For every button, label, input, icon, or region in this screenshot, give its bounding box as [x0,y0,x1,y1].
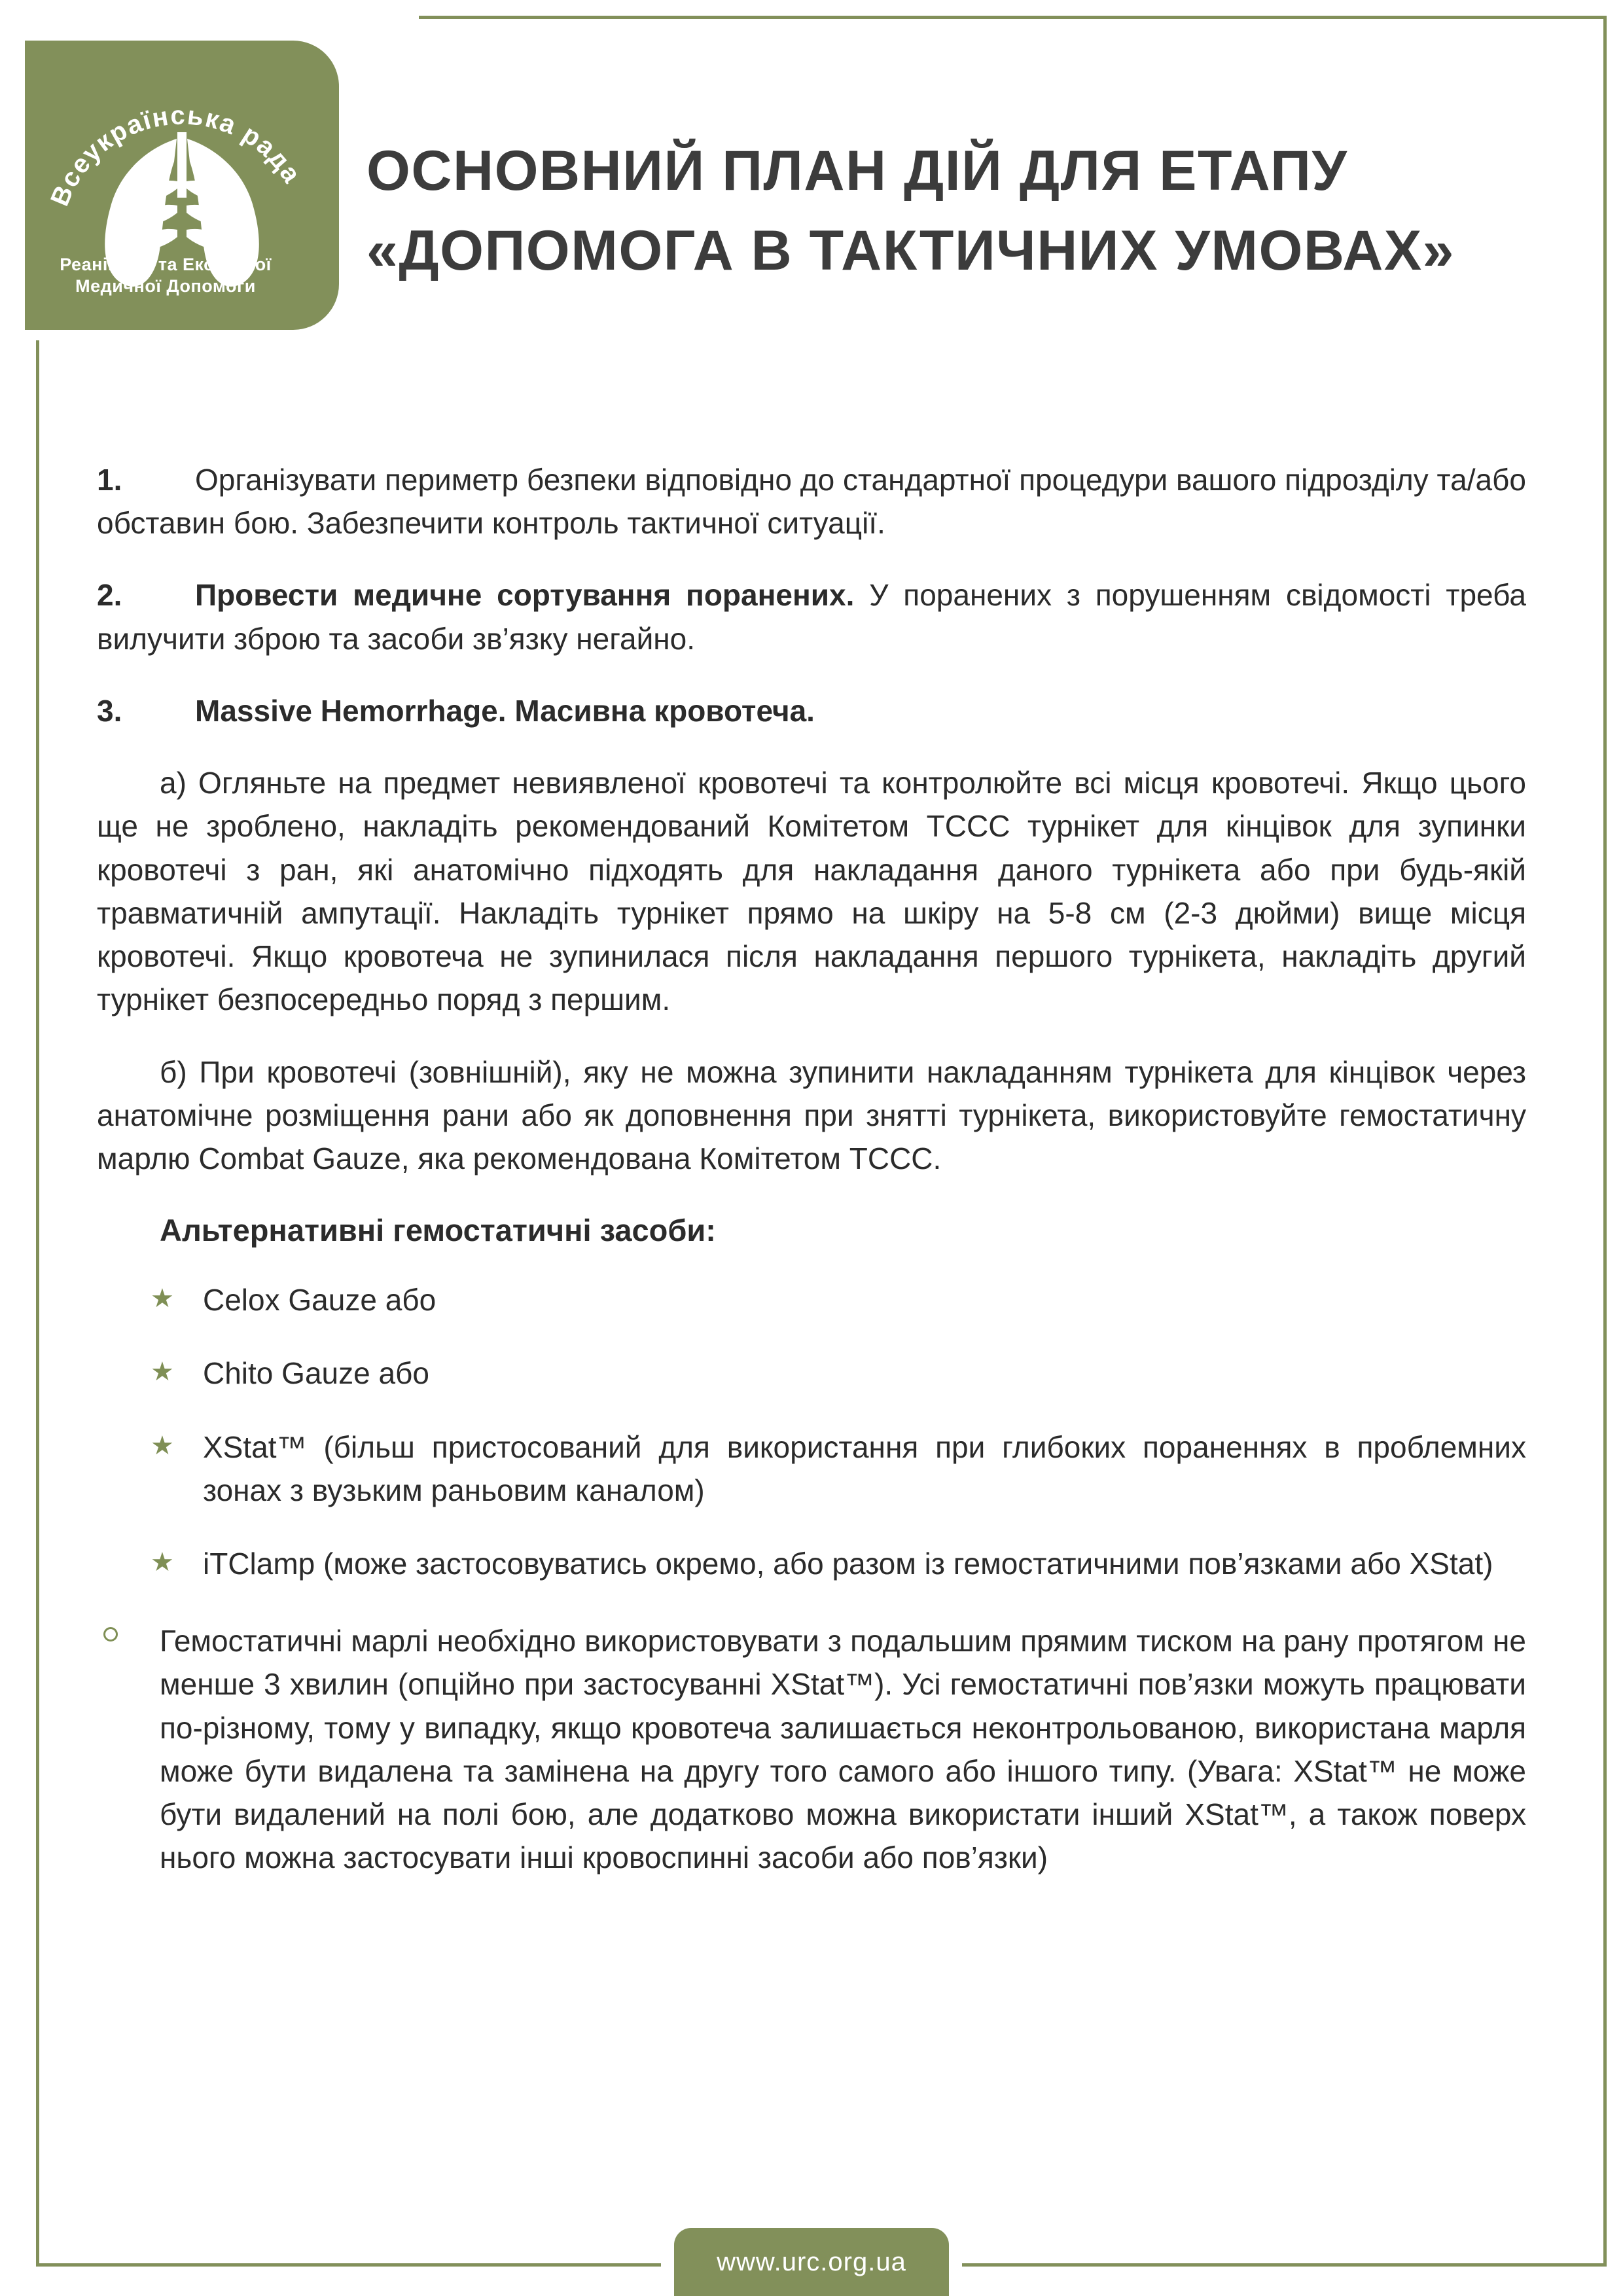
list-item-2-bold-text: Провести медичне сортування поранених. [195,578,855,613]
list-item-3-number: 3. [97,693,122,728]
document-header [0,0,1623,340]
list-item [97,1619,1526,1879]
alternatives-heading: Альтернативні гемостатичні засоби: [160,1213,716,1248]
list-item-1 [97,458,1526,545]
footer-website-url[interactable]: www.urc.org.ua [717,2247,906,2276]
circle-bullet-icon [103,1627,118,1641]
list-item-3 [97,689,1526,732]
footer-url-pill [674,2228,949,2296]
page-title [366,131,1584,291]
list-item [147,1426,1526,1512]
star-bullet-icon: ★ [151,1357,174,1387]
list-item [147,1278,1526,1321]
document-body [97,458,1526,1880]
list-item-label: Celox Gauze або [203,1283,437,1318]
list-item [147,1352,1526,1395]
list-item-1-text: Організувати периметр безпеки відповідно до стандартної процедури вашого підрозділу та/або обставин бою. Забезпечити контроль тактичної ситуації. [97,463,1526,541]
organization-logo-block [25,41,339,330]
paragraph-b: б) При кровотечі (зовнішній), яку не можна зупинити накладанням турнікета для кінцівок через анатомічне розміщення рани або як доповнення при знятті турнікета, використовуйте гемостатичну марлю Combat Gauze, яка рекомендована Комітетом TCCC. [97,1054,1526,1176]
closing-note-list [97,1619,1526,1879]
alternative-hemostatics-list [97,1278,1526,1585]
page-title-line-1: ОСНОВНИЙ ПЛАН ДІЙ ДЛЯ ЕТАПУ [366,139,1348,202]
list-item-2 [97,573,1526,660]
list-item-2-number: 2. [97,578,122,613]
closing-note-text: Гемостатичні марлі необхідно використовувати з подальшим прямим тиском на рану протягом не менше 3 хвилин (опційно при застосуванні XStat™). Усі гемостатичні пов’язки можуть працювати по-різному, тому у випадку, якщо кровотеча залишається неконтрольованою, використана марля може бути видалена та замінена на другу того самого або іншого типу. (Увага: XStat™ не може бути видалений на полі бою, але додатково можна використати інший XStat™, а також поверх нього можна застосувати інші кровоспинні засоби або пов’язки) [160,1624,1526,1875]
list-item-2-text: У поранених з порушенням свідомості треба вилучити зброю та засоби зв’язку негайно. [97,578,1526,656]
paragraph-a: а) Огляньте на предмет невиявленої кровотечі та контролюйте всі місця кровотечі. Якщо цього ще не зроблено, накладіть рекомендований Комітетом TCCC турнікет для кінцівок для зупинки кровотечі з ран, які анатомічно підходять для накладання даного турнікета або при будь-якій травматичній ампутації. Накладіть турнікет прямо на шкіру на 5-8 см (2-3 дюйми) вище місця кровотечі. Якщо кровотеча не зупинилася після накладання першого турнікета, накладіть другий турнікет безпосередньо поряд з першим. [97,766,1526,1017]
list-item-label: Chito Gauze або [203,1356,429,1391]
star-bullet-icon: ★ [151,1548,174,1577]
logo-subtitle-line-1: Реанімації та Екстреної [60,255,272,274]
logo-subtitle [25,254,306,297]
page-title-line-2: «ДОПОМОГА В ТАКТИЧНИХ УМОВАХ» [366,219,1455,283]
list-item-label: XStat™ (більш пристосований для використання при глибоких пораненнях в проблемних зонах з вузьким раньовим каналом) [203,1429,1526,1507]
logo-subtitle-line-2: Медичної Допомоги [75,276,256,296]
svg-text:Всеукраїнська рада: Всеукраїнська рада [45,101,307,210]
list-item-3-bold-text: Massive Hemorrhage. Масивна кровотеча. [195,693,815,728]
list-item-label: iTClamp (може застосовуватись окремо, або разом із гемостатичними пов’язками або XStat) [203,1547,1493,1581]
list-item [147,1542,1526,1585]
star-bullet-icon: ★ [151,1431,174,1460]
star-bullet-icon: ★ [151,1284,174,1314]
list-item-1-number: 1. [97,463,122,497]
